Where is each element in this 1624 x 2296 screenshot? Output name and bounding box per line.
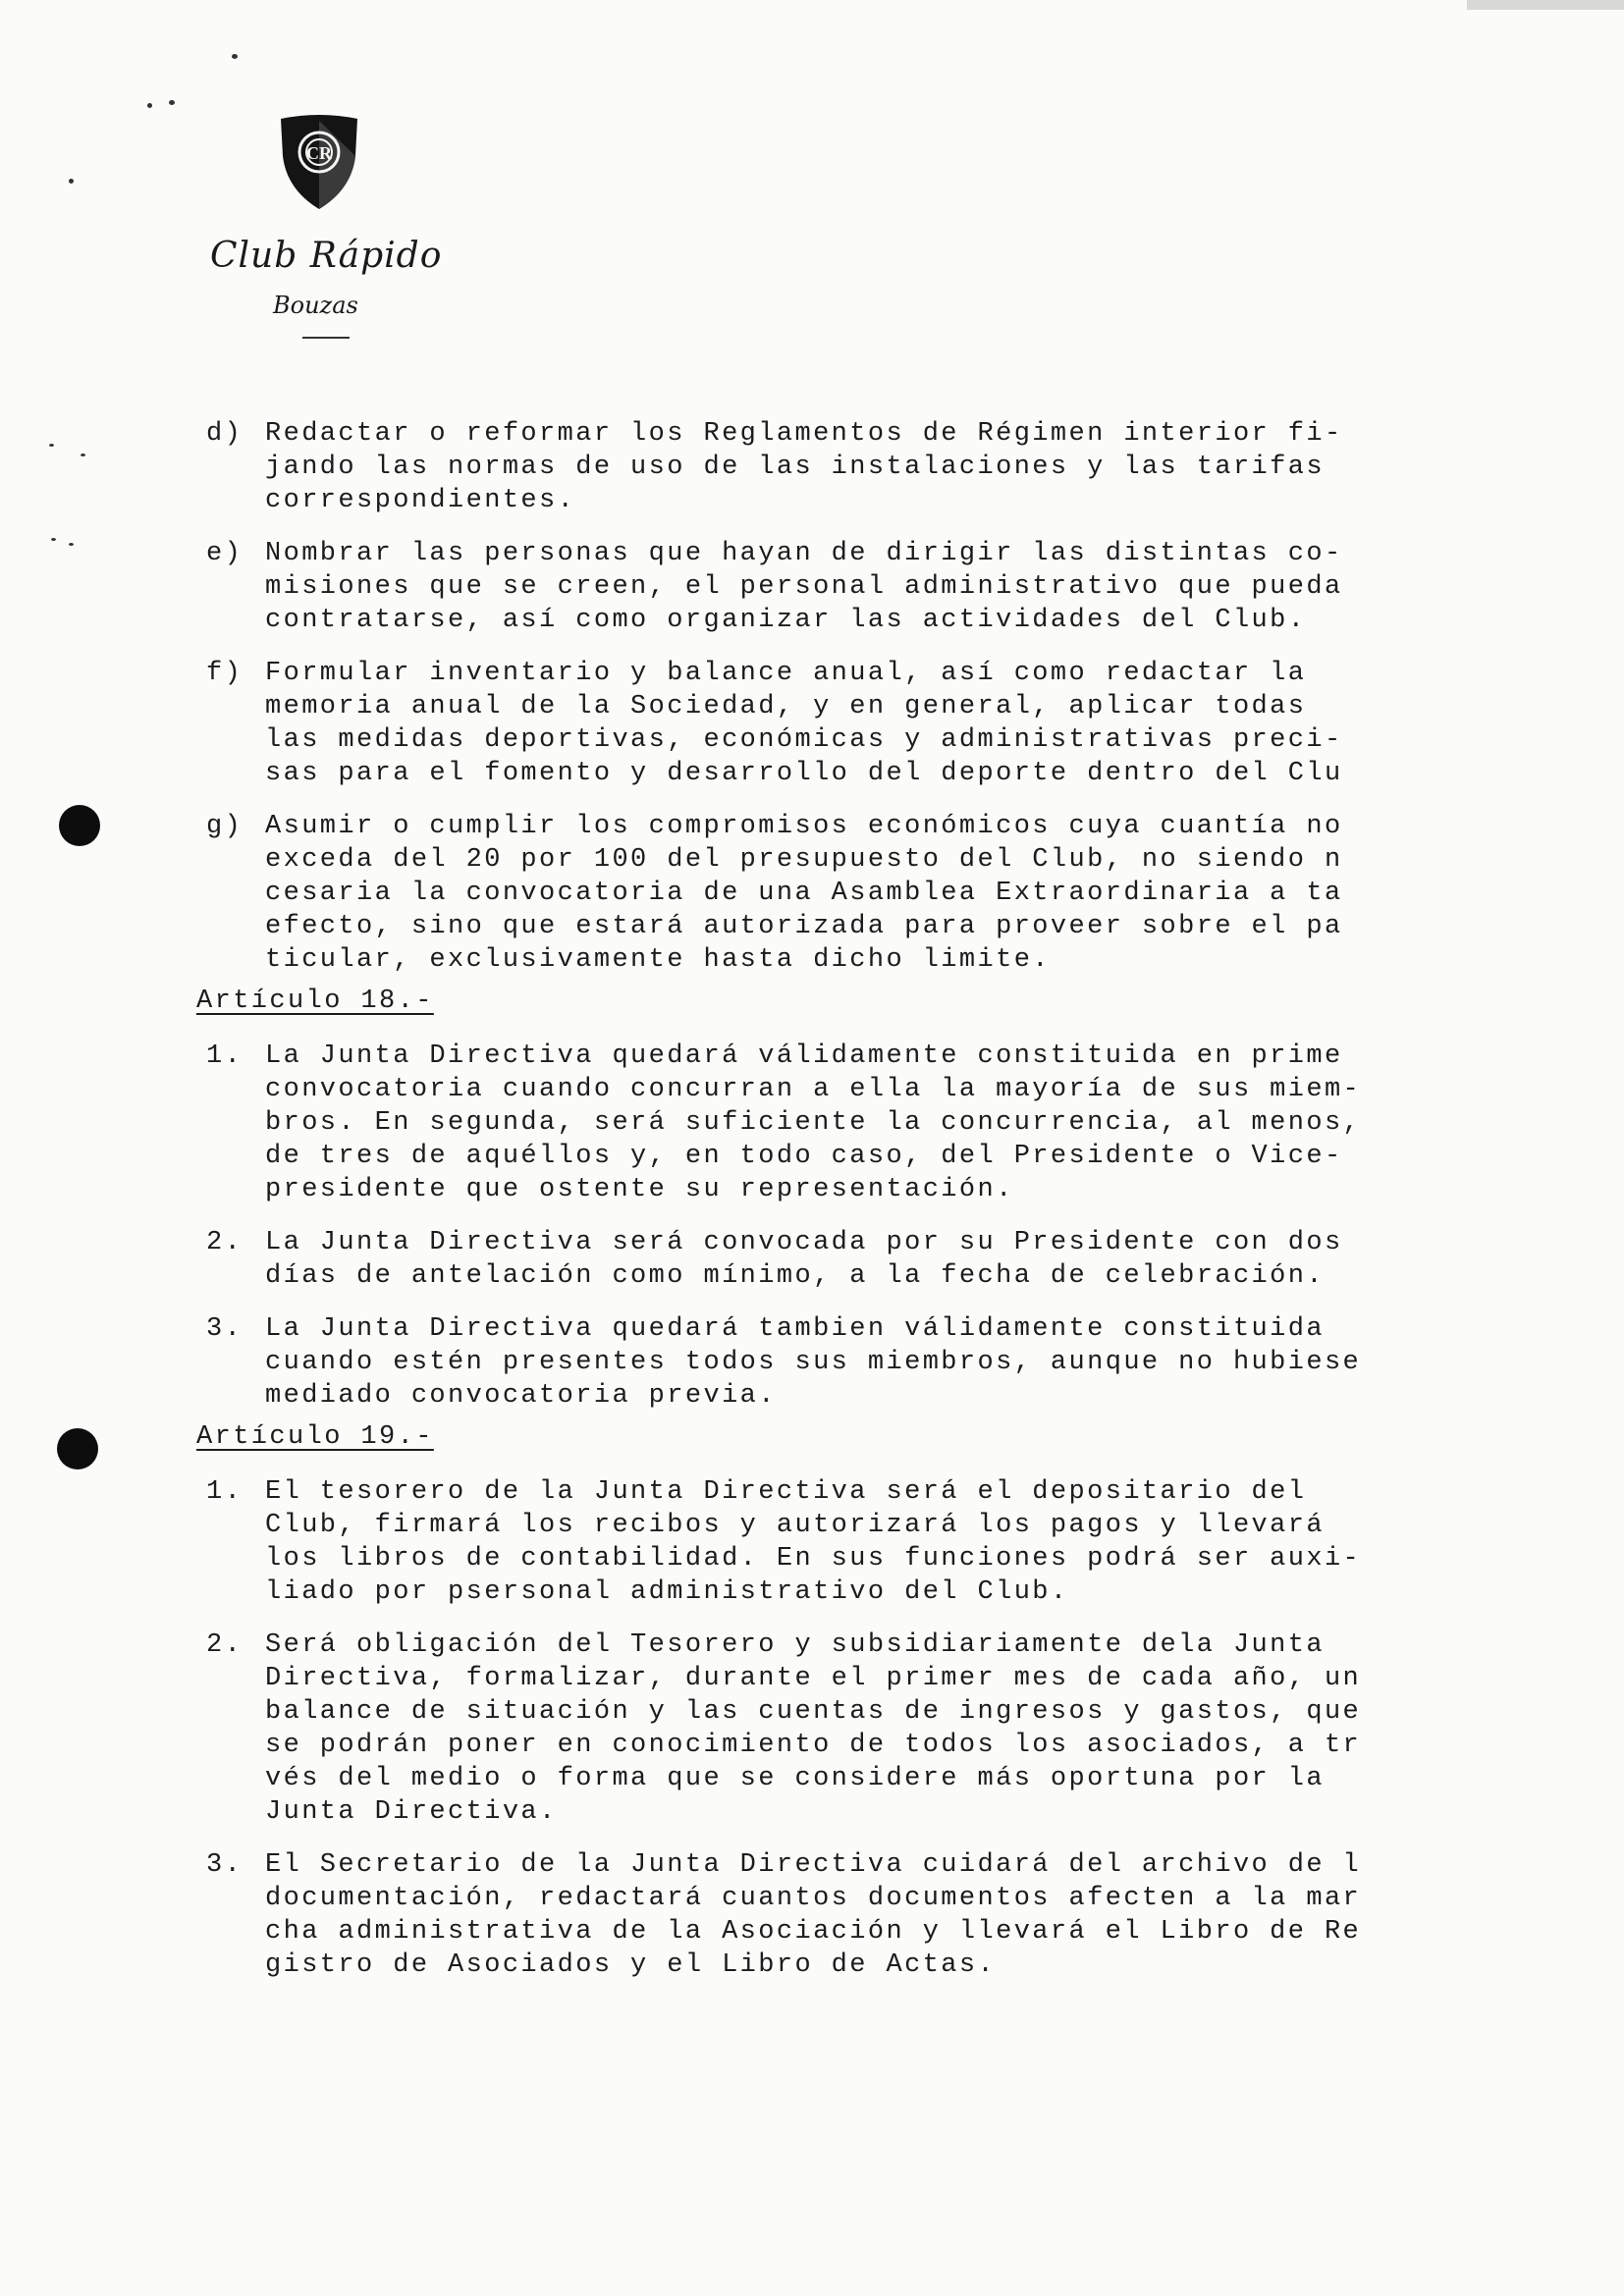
item-marker: 2. xyxy=(206,1228,244,1257)
document-body xyxy=(196,417,1620,2002)
text-line: Club, firmará los recibos y autorizará los pagos y llevará xyxy=(265,1511,1325,1540)
article-19-heading: Artículo 19.- xyxy=(196,1422,434,1452)
item-marker: 3. xyxy=(206,1850,244,1880)
text-line: Será obligación del Tesorero y subsidiariamente dela Junta xyxy=(265,1630,1325,1660)
text-line: cesaria la convocatoria de una Asamblea Extraordinaria a ta xyxy=(265,879,1343,908)
list-item-g xyxy=(206,810,1620,977)
article-18-item-1 xyxy=(206,1040,1620,1206)
text-line: gistro de Asociados y el Libro de Actas. xyxy=(265,1950,997,1980)
text-line: Asumir o cumplir los compromisos económicos cuya cuantía no xyxy=(265,812,1343,841)
item-marker: 3. xyxy=(206,1314,244,1344)
scan-speck xyxy=(147,103,152,108)
scan-speck xyxy=(51,538,56,541)
text-line: liado por psersonal administrativo del Club. xyxy=(265,1577,1069,1607)
text-line: El tesorero de la Junta Directiva será el depositario del xyxy=(265,1477,1307,1507)
text-line: presidente que ostente su representación. xyxy=(265,1175,1014,1204)
text-line: se podrán poner en conocimiento de todos los asociados, a tr xyxy=(265,1731,1362,1760)
article-19-item-3 xyxy=(206,1848,1620,1982)
text-line: bros. En segunda, será suficiente la concurrencia, al menos, xyxy=(265,1108,1362,1138)
place-underline xyxy=(302,337,350,339)
text-line: efecto, sino que estará autorizada para proveer sobre el pa xyxy=(265,912,1343,941)
text-line: La Junta Directiva quedará válidamente constituida en prime xyxy=(265,1041,1343,1071)
text-line: Redactar o reformar los Reglamentos de Régimen interior fi- xyxy=(265,419,1343,449)
article-18-item-3 xyxy=(206,1312,1620,1413)
club-place: Bouzas xyxy=(273,292,358,319)
text-line: ticular, exclusivamente hasta dicho limite. xyxy=(265,945,1051,975)
text-line: vés del medio o forma que se considere más oportuna por la xyxy=(265,1764,1325,1793)
item-marker: 1. xyxy=(206,1477,244,1507)
text-line: las medidas deportivas, económicas y administrativas preci- xyxy=(265,725,1343,755)
punch-hole xyxy=(59,805,100,846)
article-18-item-2 xyxy=(206,1226,1620,1293)
scan-speck xyxy=(81,454,85,456)
item-marker: 1. xyxy=(206,1041,244,1071)
text-line: cuando estén presentes todos sus miembros, aunque no hubiese xyxy=(265,1348,1362,1377)
item-marker: 2. xyxy=(206,1630,244,1660)
item-marker: f) xyxy=(206,659,244,688)
text-line: misiones que se creen, el personal administrativo que pueda xyxy=(265,572,1343,602)
text-line: sas para el fomento y desarrollo del deporte dentro del Clu xyxy=(265,759,1343,788)
text-line: El Secretario de la Junta Directiva cuidará del archivo de l xyxy=(265,1850,1362,1880)
text-line: mediado convocatoria previa. xyxy=(265,1381,777,1411)
list-item-d xyxy=(206,417,1620,517)
item-marker: e) xyxy=(206,539,244,568)
punch-hole xyxy=(57,1428,98,1469)
text-line: correspondientes. xyxy=(265,486,576,515)
article-19-item-2 xyxy=(206,1629,1620,1829)
club-name: Club Rápido xyxy=(210,236,443,276)
text-line: contratarse, así como organizar las actividades del Club. xyxy=(265,606,1307,635)
text-line: memoria anual de la Sociedad, y en general, aplicar todas xyxy=(265,692,1307,721)
text-line: Formular inventario y balance anual, así como redactar la xyxy=(265,659,1307,688)
article-18-heading: Artículo 18.- xyxy=(196,987,434,1016)
scan-edge xyxy=(1467,0,1624,10)
text-line: balance de situación y las cuentas de ingresos y gastos, que xyxy=(265,1697,1362,1727)
text-line: documentación, redactará cuantos documentos afecten a la mar xyxy=(265,1884,1362,1913)
list-item-e xyxy=(206,537,1620,637)
scan-speck xyxy=(49,444,54,447)
text-line: días de antelación como mínimo, a la fecha de celebración. xyxy=(265,1261,1325,1291)
svg-text:CR: CR xyxy=(306,143,332,163)
text-line: de tres de aquéllos y, en todo caso, del Presidente o Vice- xyxy=(265,1142,1343,1171)
scan-speck xyxy=(169,100,175,105)
text-line: convocatoria cuando concurran a ella la mayoría de sus miem- xyxy=(265,1075,1362,1104)
text-line: jando las normas de uso de las instalaciones y las tarifas xyxy=(265,453,1325,482)
item-marker: g) xyxy=(206,812,244,841)
text-line: La Junta Directiva será convocada por su Presidente con dos xyxy=(265,1228,1343,1257)
club-crest-logo xyxy=(277,113,361,211)
text-line: los libros de contabilidad. En sus funciones podrá ser auxi- xyxy=(265,1544,1362,1574)
scan-speck xyxy=(69,543,74,546)
text-line: La Junta Directiva quedará tambien válidamente constituida xyxy=(265,1314,1325,1344)
text-line: Junta Directiva. xyxy=(265,1797,558,1827)
scan-speck xyxy=(69,179,74,184)
scan-speck xyxy=(232,54,238,59)
text-line: Nombrar las personas que hayan de dirigir las distintas co- xyxy=(265,539,1343,568)
list-item-f xyxy=(206,657,1620,790)
text-line: Directiva, formalizar, durante el primer mes de cada año, un xyxy=(265,1664,1362,1693)
article-19-item-1 xyxy=(206,1475,1620,1609)
text-line: exceda del 20 por 100 del presupuesto del Club, no siendo n xyxy=(265,845,1343,875)
item-marker: d) xyxy=(206,419,244,449)
text-line: cha administrativa de la Asociación y llevará el Libro de Re xyxy=(265,1917,1362,1947)
